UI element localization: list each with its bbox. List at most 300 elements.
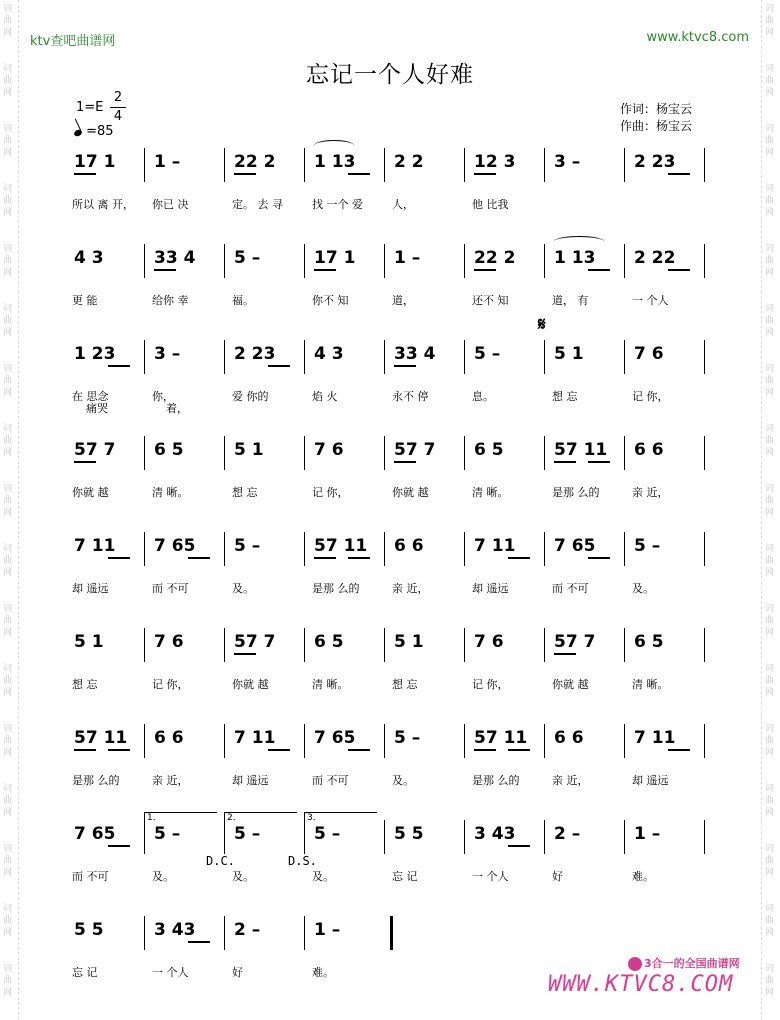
lyric-text: 亲 近， — [632, 486, 669, 499]
side-watermark-char: 网 — [3, 928, 13, 938]
measure-notes: 5 – — [234, 248, 261, 268]
lyric-text: 你已 决 — [152, 198, 189, 211]
lyric-text: 好 — [232, 966, 243, 979]
lyric-text: 想 忘 — [392, 678, 418, 691]
eighth-note-beam — [108, 749, 130, 751]
measure-notes: 5 1 — [394, 632, 424, 652]
lyric-text: 及。 — [232, 870, 254, 883]
lyric-text: 记 你， — [472, 678, 509, 691]
side-watermark-char: 网 — [3, 208, 13, 218]
lyric-text: 是那 么的 — [552, 486, 600, 499]
eighth-note-beam — [474, 173, 496, 175]
measure-notes: 6 5 — [474, 440, 504, 460]
measure-notes: 7 11 — [234, 728, 276, 748]
side-watermark-char: 词 — [3, 904, 13, 914]
side-watermark-char: 词 — [765, 364, 775, 374]
bar-line — [304, 148, 305, 182]
bar-line — [624, 820, 625, 854]
eighth-note-beam — [474, 749, 496, 751]
bar-line — [384, 436, 385, 470]
bar-line — [544, 820, 545, 854]
eighth-note-beam — [108, 845, 130, 847]
side-watermark-char: 网 — [3, 148, 13, 158]
side-watermark-char: 网 — [3, 448, 13, 458]
bar-line — [544, 436, 545, 470]
bar-line — [544, 532, 545, 566]
side-watermark-char: 词 — [3, 844, 13, 854]
lyric-text: 记 你， — [632, 390, 669, 403]
bar-line — [384, 244, 385, 278]
bar-line — [224, 436, 225, 470]
bar-line — [224, 244, 225, 278]
measure-notes: 1 13 — [314, 152, 356, 172]
lyric-text: 焰 火 — [312, 390, 338, 403]
measure-notes: 22 2 — [474, 248, 516, 268]
lyric-text: 亲 近， — [552, 774, 589, 787]
eighth-note-beam — [74, 173, 96, 175]
lyric-text: 是那 么的 — [312, 582, 360, 595]
lyric-text-verse2: 着， — [166, 402, 188, 415]
time-signature — [110, 90, 126, 125]
side-watermark-char: 曲 — [3, 736, 13, 746]
side-watermark-char: 词 — [765, 604, 775, 614]
measure-notes: 5 – — [394, 728, 421, 748]
tempo-value: =85 — [86, 124, 114, 139]
measure-notes: 7 6 — [314, 440, 344, 460]
measure-notes: 7 65 — [554, 536, 596, 556]
side-watermark-char: 曲 — [3, 256, 13, 266]
bar-line — [304, 820, 305, 854]
bar-line — [704, 820, 705, 854]
measure-notes: 5 – — [234, 824, 261, 844]
lyric-text: 记 你， — [312, 486, 349, 499]
eighth-note-beam — [108, 557, 130, 559]
measure-notes: 7 11 — [74, 536, 116, 556]
eighth-note-beam — [668, 173, 690, 175]
measure-notes: 7 65 — [154, 536, 196, 556]
bar-line — [624, 532, 625, 566]
side-watermark-char: 词 — [765, 484, 775, 494]
bar-line — [224, 148, 225, 182]
measure-notes: 57 11 — [474, 728, 528, 748]
lyric-text: 及。 — [232, 582, 254, 595]
side-watermark-char: 曲 — [3, 136, 13, 146]
eighth-note-beam — [188, 941, 210, 943]
bar-line — [304, 436, 305, 470]
lyric-text: 却 遥远 — [632, 774, 669, 787]
measure-notes: 57 7 — [74, 440, 116, 460]
side-watermark-char: 词 — [765, 544, 775, 554]
measure-notes: 1 – — [634, 824, 661, 844]
lyric-text: 永不 停 — [392, 390, 429, 403]
bar-line — [544, 628, 545, 662]
lyric-text: 道， 有 — [552, 294, 589, 307]
lyric-text: 人， — [392, 198, 414, 211]
side-watermark-char: 网 — [3, 748, 13, 758]
side-watermark-char: 曲 — [765, 256, 775, 266]
measure-notes: 1 – — [314, 920, 341, 940]
side-watermark-char: 曲 — [765, 196, 775, 206]
bar-line — [304, 724, 305, 758]
side-watermark-char: 网 — [765, 868, 775, 878]
side-watermark-char: 词 — [765, 64, 775, 74]
side-watermark-char: 网 — [3, 268, 13, 278]
side-watermark-char: 词 — [3, 304, 13, 314]
bar-line — [304, 532, 305, 566]
measure-notes: 57 11 — [554, 440, 608, 460]
eighth-note-beam — [154, 269, 176, 271]
bar-line — [464, 820, 465, 854]
lyric-text: 给你 幸 — [152, 294, 189, 307]
lyric-text: 是那 么的 — [472, 774, 520, 787]
side-watermark-char: 网 — [765, 28, 775, 38]
lyric-text: 息。 — [472, 390, 494, 403]
side-watermark-char: 网 — [765, 988, 775, 998]
measure-notes: 2 22 — [634, 248, 676, 268]
measure-notes: 7 65 — [314, 728, 356, 748]
side-watermark-char: 曲 — [765, 496, 775, 506]
lyric-text: 一 个人 — [632, 294, 669, 307]
lyric-text: 亲 近， — [392, 582, 429, 595]
bar-line — [704, 436, 705, 470]
lyric-text: 道， — [392, 294, 414, 307]
left-margin-strip — [0, 0, 19, 1020]
bar-line — [464, 532, 465, 566]
side-watermark-char: 曲 — [765, 796, 775, 806]
key-signature: 1=E — [76, 100, 104, 115]
measure-notes: 1 – — [394, 248, 421, 268]
bar-line — [144, 532, 145, 566]
lyric-text: 难。 — [632, 870, 654, 883]
bar-line — [464, 436, 465, 470]
quarter-note-icon — [73, 129, 83, 138]
side-watermark-char: 网 — [765, 928, 775, 938]
volta-bracket: 3. — [304, 812, 377, 821]
measure-notes: 4 3 — [314, 344, 344, 364]
eighth-note-beam — [74, 461, 96, 463]
lyric-text: 你就 越 — [72, 486, 109, 499]
side-watermark-char: 曲 — [3, 976, 13, 986]
song-title: 忘记一个人好难 — [306, 62, 474, 88]
side-watermark-char: 词 — [3, 784, 13, 794]
measure-notes: 5 1 — [74, 632, 104, 652]
lyric-text: 一 个人 — [152, 966, 189, 979]
lyric-text: 你不 知 — [312, 294, 349, 307]
side-watermark-char: 词 — [765, 844, 775, 854]
side-watermark-char: 曲 — [3, 556, 13, 566]
side-watermark-char: 曲 — [3, 676, 13, 686]
bar-line — [144, 916, 145, 950]
measure-notes: 57 7 — [554, 632, 596, 652]
bar-line — [624, 148, 625, 182]
bar-line — [304, 244, 305, 278]
side-watermark-char: 曲 — [3, 916, 13, 926]
lyric-text: 一 个人 — [472, 870, 509, 883]
eighth-note-beam — [668, 269, 690, 271]
bar-line — [544, 244, 545, 278]
bar-line — [384, 628, 385, 662]
side-watermark-char: 词 — [3, 604, 13, 614]
bar-line — [624, 244, 625, 278]
side-watermark-char: 网 — [765, 628, 775, 638]
bar-line — [464, 340, 465, 374]
lyric-text: 却 遥远 — [72, 582, 109, 595]
lyric-text: 而 不可 — [152, 582, 189, 595]
measure-notes: 57 7 — [234, 632, 276, 652]
side-watermark-char: 词 — [3, 64, 13, 74]
side-watermark-char: 网 — [765, 508, 775, 518]
side-watermark-char: 曲 — [3, 496, 13, 506]
side-watermark-char: 网 — [3, 868, 13, 878]
lyric-text: 想 忘 — [72, 678, 98, 691]
lyric-text: 及。 — [392, 774, 414, 787]
side-watermark-char: 网 — [765, 448, 775, 458]
measure-notes: 5 – — [314, 824, 341, 844]
time-sig-top: 2 — [113, 90, 123, 105]
bar-line — [224, 916, 225, 950]
lyric-text: 却 遥远 — [472, 582, 509, 595]
measure-notes: 57 7 — [394, 440, 436, 460]
composer-credit: 作曲：杨宝云 — [620, 119, 693, 133]
lyric-text: 你就 越 — [392, 486, 429, 499]
side-watermark-char: 词 — [765, 904, 775, 914]
lyric-text: 好 — [552, 870, 563, 883]
side-watermark-char: 网 — [765, 388, 775, 398]
side-watermark-char: 曲 — [3, 436, 13, 446]
measure-notes: 7 11 — [474, 536, 516, 556]
side-watermark-char: 网 — [3, 808, 13, 818]
side-watermark-char: 曲 — [765, 436, 775, 446]
bar-line — [144, 244, 145, 278]
side-watermark-char: 曲 — [3, 16, 13, 26]
measure-notes: 6 5 — [314, 632, 344, 652]
measure-notes: 1 – — [154, 152, 181, 172]
lyric-text: 难。 — [312, 966, 334, 979]
side-watermark-char: 词 — [765, 4, 775, 14]
dc-marking: D.C. — [206, 854, 235, 868]
lyric-text: 而 不可 — [72, 870, 109, 883]
side-watermark-char: 曲 — [765, 736, 775, 746]
measure-notes: 5 1 — [554, 344, 584, 364]
measure-notes: 6 6 — [394, 536, 424, 556]
site-logo[interactable] — [628, 955, 740, 971]
measure-notes: 2 – — [234, 920, 261, 940]
site-url-right[interactable]: www.ktvc8.com — [646, 30, 749, 45]
bar-line — [144, 820, 145, 854]
bar-line — [304, 628, 305, 662]
measure-notes: 1 23 — [74, 344, 116, 364]
lyric-text: 清 晰。 — [312, 678, 349, 691]
side-watermark-char: 曲 — [765, 316, 775, 326]
side-watermark-char: 曲 — [765, 76, 775, 86]
measure-notes: 22 2 — [234, 152, 276, 172]
eighth-note-beam — [474, 269, 496, 271]
eighth-note-beam — [268, 365, 290, 367]
side-watermark-char: 网 — [765, 268, 775, 278]
side-watermark-char: 网 — [765, 88, 775, 98]
side-watermark-char: 词 — [765, 964, 775, 974]
measure-notes: 57 11 — [74, 728, 128, 748]
side-watermark-char: 网 — [3, 388, 13, 398]
bar-line — [704, 532, 705, 566]
side-watermark-char: 曲 — [765, 376, 775, 386]
bar-line — [224, 724, 225, 758]
side-watermark-char: 词 — [765, 664, 775, 674]
side-watermark-char: 词 — [3, 244, 13, 254]
bar-line — [304, 916, 305, 950]
lyric-text: 清 晰。 — [152, 486, 189, 499]
side-watermark-char: 词 — [3, 364, 13, 374]
side-watermark-char: 曲 — [3, 616, 13, 626]
lyric-text: 更 能 — [72, 294, 98, 307]
measure-notes: 6 6 — [154, 728, 184, 748]
side-watermark-char: 词 — [765, 124, 775, 134]
lyric-text: 及。 — [312, 870, 334, 883]
bar-line — [224, 628, 225, 662]
eighth-note-beam — [394, 365, 416, 367]
eighth-note-beam — [394, 461, 416, 463]
measure-notes: 33 4 — [154, 248, 196, 268]
measure-notes: 7 6 — [634, 344, 664, 364]
measure-notes: 5 1 — [234, 440, 264, 460]
segno-sign: 𝄋 — [538, 314, 546, 335]
lyric-text: 是那 么的 — [72, 774, 120, 787]
side-watermark-char: 曲 — [765, 676, 775, 686]
measure-notes: 6 6 — [554, 728, 584, 748]
lyricist-credit: 作词：杨宝云 — [620, 102, 693, 116]
lyric-text: 定。 去 寻 — [232, 198, 283, 211]
lyric-text: 还不 知 — [472, 294, 509, 307]
side-watermark-char: 词 — [765, 244, 775, 254]
bar-line — [304, 340, 305, 374]
eighth-note-beam — [588, 269, 610, 271]
measure-notes: 5 – — [234, 536, 261, 556]
measure-notes: 57 11 — [314, 536, 368, 556]
eighth-note-beam — [314, 269, 336, 271]
measure-notes: 5 – — [154, 824, 181, 844]
side-watermark-char: 词 — [3, 724, 13, 734]
bar-line — [384, 148, 385, 182]
measure-notes: 2 2 — [394, 152, 424, 172]
bar-line — [624, 628, 625, 662]
side-watermark-char: 网 — [765, 808, 775, 818]
bar-line — [464, 148, 465, 182]
bar-line — [144, 436, 145, 470]
side-watermark-char: 网 — [765, 208, 775, 218]
eighth-note-beam — [234, 653, 256, 655]
eighth-note-beam — [508, 557, 530, 559]
bar-line — [464, 724, 465, 758]
bar-line — [464, 244, 465, 278]
measure-notes: 7 6 — [474, 632, 504, 652]
eighth-note-beam — [188, 557, 210, 559]
measure-notes: 3 – — [154, 344, 181, 364]
bar-line — [624, 340, 625, 374]
lyric-text: 却 遥远 — [232, 774, 269, 787]
lyric-text: 爱 你的 — [232, 390, 269, 403]
measure-notes: 2 – — [554, 824, 581, 844]
eighth-note-beam — [348, 557, 370, 559]
bar-line — [144, 148, 145, 182]
ds-marking: D.S. — [288, 854, 317, 868]
measure-notes: 1 13 — [554, 248, 596, 268]
lyric-text: 而 不可 — [552, 582, 589, 595]
eighth-note-beam — [74, 749, 96, 751]
bar-line — [224, 820, 225, 854]
lyric-text: 而 不可 — [312, 774, 349, 787]
bar-line — [384, 820, 385, 854]
side-watermark-char: 网 — [765, 148, 775, 158]
measure-notes: 7 65 — [74, 824, 116, 844]
measure-notes: 2 23 — [634, 152, 676, 172]
lyric-text: 想 忘 — [552, 390, 578, 403]
bar-line — [624, 436, 625, 470]
bar-line — [704, 724, 705, 758]
side-watermark-char: 曲 — [3, 376, 13, 386]
lyric-text: 及。 — [152, 870, 174, 883]
lyric-text: 找 一个 爱 — [312, 198, 363, 211]
lyric-text: 在 思念 — [72, 390, 109, 403]
bar-line — [144, 340, 145, 374]
lyric-text: 及。 — [632, 582, 654, 595]
lyric-text: 他 比我 — [472, 198, 509, 211]
side-watermark-char: 曲 — [765, 976, 775, 986]
lyric-text: 所以 离 开， — [72, 198, 134, 211]
measure-notes: 4 3 — [74, 248, 104, 268]
measure-notes: 33 4 — [394, 344, 436, 364]
side-watermark-char: 网 — [765, 688, 775, 698]
measure-notes: 5 5 — [74, 920, 104, 940]
right-margin-strip — [761, 0, 780, 1020]
eighth-note-beam — [234, 173, 256, 175]
bar-line — [704, 244, 705, 278]
eighth-note-beam — [668, 749, 690, 751]
side-watermark-char: 词 — [3, 664, 13, 674]
side-watermark-char: 网 — [3, 28, 13, 38]
eighth-note-beam — [588, 461, 610, 463]
lyric-text: 忘 记 — [392, 870, 418, 883]
side-watermark-char: 曲 — [3, 316, 13, 326]
side-watermark-char: 曲 — [3, 796, 13, 806]
side-watermark-char: 网 — [3, 568, 13, 578]
logo-emblem-icon — [628, 957, 642, 971]
side-watermark-char: 词 — [765, 424, 775, 434]
measure-notes: 6 5 — [154, 440, 184, 460]
side-watermark-char: 词 — [3, 544, 13, 554]
eighth-note-beam — [348, 173, 370, 175]
side-watermark-char: 网 — [3, 328, 13, 338]
measure-notes: 6 6 — [634, 440, 664, 460]
lyric-text: 你， — [152, 390, 174, 403]
side-watermark-char: 网 — [3, 688, 13, 698]
eighth-note-beam — [268, 749, 290, 751]
eighth-note-beam — [554, 653, 576, 655]
side-watermark-char: 网 — [3, 988, 13, 998]
measure-notes: 3 43 — [154, 920, 196, 940]
measure-notes: 2 23 — [234, 344, 276, 364]
eighth-note-beam — [348, 749, 370, 751]
side-watermark-char: 词 — [765, 724, 775, 734]
eighth-note-beam — [108, 365, 130, 367]
logo-text: 3合一的全国曲谱网 — [644, 957, 740, 970]
bar-line — [624, 724, 625, 758]
side-watermark-char: 词 — [765, 304, 775, 314]
side-watermark-char: 曲 — [3, 76, 13, 86]
measure-notes: 3 43 — [474, 824, 516, 844]
site-name-left[interactable]: ktv查吧曲谱网 — [30, 34, 116, 49]
lyric-text: 忘 记 — [72, 966, 98, 979]
side-watermark-char: 词 — [3, 484, 13, 494]
